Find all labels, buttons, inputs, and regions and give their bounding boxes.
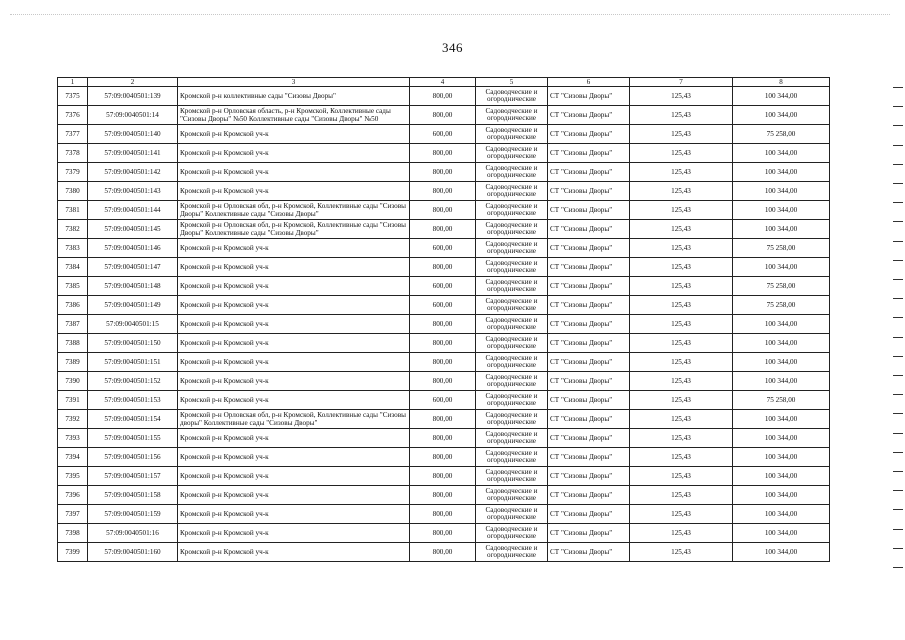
cell-cadastral-number: 57:09:0040501:152 bbox=[88, 372, 178, 391]
cell-cadastral-value: 100 344,00 bbox=[733, 144, 830, 163]
cell-area: 800,00 bbox=[410, 258, 476, 277]
cell-row-number: 7378 bbox=[58, 144, 88, 163]
cell-row-number: 7377 bbox=[58, 125, 88, 144]
cell-address: Кромской р-н Орловская область, р-н Кромской, Коллективные сады "Сизовы Дворы" №50 Коллективные сады "Сизовы Дворы" №50 bbox=[178, 106, 410, 125]
margin-tick bbox=[893, 164, 903, 165]
cell-owner: СТ "Сизовы Дворы" bbox=[548, 239, 630, 258]
cell-address: Кромской р-н Кромской уч-к bbox=[178, 144, 410, 163]
cell-owner: СТ "Сизовы Дворы" bbox=[548, 372, 630, 391]
cell-cadastral-value: 100 344,00 bbox=[733, 524, 830, 543]
cell-cadastral-value: 100 344,00 bbox=[733, 543, 830, 562]
cell-owner: СТ "Сизовы Дворы" bbox=[548, 87, 630, 106]
cell-unit-price: 125,43 bbox=[630, 239, 733, 258]
cell-area: 800,00 bbox=[410, 144, 476, 163]
cell-unit-price: 125,43 bbox=[630, 448, 733, 467]
cell-row-number: 7385 bbox=[58, 277, 88, 296]
cell-area: 600,00 bbox=[410, 296, 476, 315]
cell-address: Кромской р-н Кромской уч-к bbox=[178, 391, 410, 410]
col-header: 8 bbox=[733, 78, 830, 87]
page-number: 346 bbox=[442, 40, 463, 55]
cell-owner: СТ "Сизовы Дворы" bbox=[548, 106, 630, 125]
cell-cadastral-number: 57:09:0040501:155 bbox=[88, 429, 178, 448]
cell-cadastral-value: 100 344,00 bbox=[733, 486, 830, 505]
cell-row-number: 7380 bbox=[58, 182, 88, 201]
cell-owner: СТ "Сизовы Дворы" bbox=[548, 505, 630, 524]
cell-row-number: 7388 bbox=[58, 334, 88, 353]
cell-row-number: 7393 bbox=[58, 429, 88, 448]
cell-unit-price: 125,43 bbox=[630, 163, 733, 182]
cell-cadastral-number: 57:09:0040501:154 bbox=[88, 410, 178, 429]
cell-land-use: Садоводческие и огороднические bbox=[476, 372, 548, 391]
cell-address: Кромской р-н Кромской уч-к bbox=[178, 372, 410, 391]
col-header: 6 bbox=[548, 78, 630, 87]
cell-cadastral-value: 100 344,00 bbox=[733, 467, 830, 486]
cell-address: Кромской р-н Кромской уч-к bbox=[178, 467, 410, 486]
header-row bbox=[58, 78, 830, 87]
cell-area: 800,00 bbox=[410, 505, 476, 524]
cell-unit-price: 125,43 bbox=[630, 524, 733, 543]
cell-land-use: Садоводческие и огороднические bbox=[476, 410, 548, 429]
cell-owner: СТ "Сизовы Дворы" bbox=[548, 410, 630, 429]
margin-tick bbox=[893, 279, 903, 280]
cell-area: 800,00 bbox=[410, 410, 476, 429]
cell-unit-price: 125,43 bbox=[630, 486, 733, 505]
cell-land-use: Садоводческие и огороднические bbox=[476, 163, 548, 182]
cell-area: 800,00 bbox=[410, 486, 476, 505]
cell-cadastral-number: 57:09:0040501:156 bbox=[88, 448, 178, 467]
cell-area: 800,00 bbox=[410, 334, 476, 353]
cell-row-number: 7383 bbox=[58, 239, 88, 258]
margin-tick bbox=[893, 452, 903, 453]
cell-land-use: Садоводческие и огороднические bbox=[476, 467, 548, 486]
cell-land-use: Садоводческие и огороднические bbox=[476, 106, 548, 125]
cell-owner: СТ "Сизовы Дворы" bbox=[548, 296, 630, 315]
cell-unit-price: 125,43 bbox=[630, 391, 733, 410]
margin-tick bbox=[893, 87, 903, 88]
table-row bbox=[58, 410, 830, 429]
cell-cadastral-number: 57:09:0040501:147 bbox=[88, 258, 178, 277]
cell-area: 800,00 bbox=[410, 220, 476, 239]
cell-owner: СТ "Сизовы Дворы" bbox=[548, 201, 630, 220]
cell-row-number: 7379 bbox=[58, 163, 88, 182]
cell-row-number: 7382 bbox=[58, 220, 88, 239]
margin-tick bbox=[893, 375, 903, 376]
cell-owner: СТ "Сизовы Дворы" bbox=[548, 448, 630, 467]
cell-area: 800,00 bbox=[410, 543, 476, 562]
table-row bbox=[58, 106, 830, 125]
table-row bbox=[58, 467, 830, 486]
cell-cadastral-number: 57:09:0040501:141 bbox=[88, 144, 178, 163]
table-body bbox=[58, 87, 830, 562]
table-row bbox=[58, 277, 830, 296]
cell-cadastral-value: 100 344,00 bbox=[733, 429, 830, 448]
scan-edge-artifact bbox=[10, 14, 890, 17]
cell-cadastral-number: 57:09:0040501:159 bbox=[88, 505, 178, 524]
cell-cadastral-value: 75 258,00 bbox=[733, 391, 830, 410]
cell-cadastral-number: 57:09:0040501:149 bbox=[88, 296, 178, 315]
cell-unit-price: 125,43 bbox=[630, 353, 733, 372]
cell-area: 800,00 bbox=[410, 429, 476, 448]
cell-owner: СТ "Сизовы Дворы" bbox=[548, 277, 630, 296]
cell-owner: СТ "Сизовы Дворы" bbox=[548, 163, 630, 182]
cell-address: Кромской р-н Кромской уч-к bbox=[178, 353, 410, 372]
cell-owner: СТ "Сизовы Дворы" bbox=[548, 220, 630, 239]
cell-owner: СТ "Сизовы Дворы" bbox=[548, 391, 630, 410]
cell-row-number: 7386 bbox=[58, 296, 88, 315]
cell-unit-price: 125,43 bbox=[630, 334, 733, 353]
cell-cadastral-value: 75 258,00 bbox=[733, 125, 830, 144]
cell-owner: СТ "Сизовы Дворы" bbox=[548, 353, 630, 372]
col-header: 5 bbox=[476, 78, 548, 87]
cell-row-number: 7390 bbox=[58, 372, 88, 391]
cell-cadastral-number: 57:09:0040501:16 bbox=[88, 524, 178, 543]
table-row bbox=[58, 448, 830, 467]
cell-unit-price: 125,43 bbox=[630, 220, 733, 239]
cell-cadastral-value: 100 344,00 bbox=[733, 258, 830, 277]
cell-cadastral-number: 57:09:0040501:145 bbox=[88, 220, 178, 239]
cell-address: Кромской р-н Кромской уч-к bbox=[178, 524, 410, 543]
cell-unit-price: 125,43 bbox=[630, 543, 733, 562]
cell-area: 800,00 bbox=[410, 163, 476, 182]
cell-address: Кромской р-н Кромской уч-к bbox=[178, 258, 410, 277]
cell-address: Кромской р-н Орловская обл, р-н Кромской, Коллективные сады "Сизовы Дворы" Коллективные сады "Сизовы Дворы" bbox=[178, 201, 410, 220]
table-row bbox=[58, 334, 830, 353]
cell-unit-price: 125,43 bbox=[630, 410, 733, 429]
table-row bbox=[58, 391, 830, 410]
cell-address: Кромской р-н Орловская обл, р-н Кромской, Коллективные сады "Сизовы Дворы" Коллективные сады "Сизовы Дворы" bbox=[178, 220, 410, 239]
table-row bbox=[58, 182, 830, 201]
cell-address: Кромской р-н Кромской уч-к bbox=[178, 334, 410, 353]
cell-cadastral-value: 100 344,00 bbox=[733, 448, 830, 467]
table-row bbox=[58, 220, 830, 239]
cell-row-number: 7399 bbox=[58, 543, 88, 562]
margin-tick bbox=[893, 337, 903, 338]
cell-land-use: Садоводческие и огороднические bbox=[476, 334, 548, 353]
cell-land-use: Садоводческие и огороднические bbox=[476, 505, 548, 524]
cell-land-use: Садоводческие и огороднические bbox=[476, 448, 548, 467]
cell-unit-price: 125,43 bbox=[630, 201, 733, 220]
cell-owner: СТ "Сизовы Дворы" bbox=[548, 543, 630, 562]
cell-row-number: 7387 bbox=[58, 315, 88, 334]
cell-land-use: Садоводческие и огороднические bbox=[476, 144, 548, 163]
table-row bbox=[58, 258, 830, 277]
cell-row-number: 7394 bbox=[58, 448, 88, 467]
cell-land-use: Садоводческие и огороднические bbox=[476, 220, 548, 239]
cell-owner: СТ "Сизовы Дворы" bbox=[548, 182, 630, 201]
cell-unit-price: 125,43 bbox=[630, 277, 733, 296]
cell-row-number: 7395 bbox=[58, 467, 88, 486]
cell-area: 800,00 bbox=[410, 524, 476, 543]
col-header: 2 bbox=[88, 78, 178, 87]
cell-cadastral-number: 57:09:0040501:146 bbox=[88, 239, 178, 258]
cell-cadastral-number: 57:09:0040501:142 bbox=[88, 163, 178, 182]
cell-cadastral-number: 57:09:0040501:158 bbox=[88, 486, 178, 505]
cell-owner: СТ "Сизовы Дворы" bbox=[548, 429, 630, 448]
cell-row-number: 7396 bbox=[58, 486, 88, 505]
cell-cadastral-number: 57:09:0040501:151 bbox=[88, 353, 178, 372]
margin-tick bbox=[893, 221, 903, 222]
cell-cadastral-value: 100 344,00 bbox=[733, 505, 830, 524]
cell-row-number: 7398 bbox=[58, 524, 88, 543]
cell-unit-price: 125,43 bbox=[630, 429, 733, 448]
cell-cadastral-value: 75 258,00 bbox=[733, 277, 830, 296]
cell-cadastral-number: 57:09:0040501:157 bbox=[88, 467, 178, 486]
cell-unit-price: 125,43 bbox=[630, 258, 733, 277]
cell-cadastral-value: 100 344,00 bbox=[733, 106, 830, 125]
cell-area: 600,00 bbox=[410, 391, 476, 410]
cell-row-number: 7375 bbox=[58, 87, 88, 106]
table-row bbox=[58, 353, 830, 372]
cell-row-number: 7381 bbox=[58, 201, 88, 220]
cell-address: Кромской р-н Кромской уч-к bbox=[178, 182, 410, 201]
cell-row-number: 7397 bbox=[58, 505, 88, 524]
cell-land-use: Садоводческие и огороднические bbox=[476, 277, 548, 296]
col-header: 3 bbox=[178, 78, 410, 87]
cell-land-use: Садоводческие и огороднические bbox=[476, 258, 548, 277]
right-margin-marks bbox=[893, 77, 905, 597]
cell-area: 800,00 bbox=[410, 87, 476, 106]
margin-tick bbox=[893, 317, 903, 318]
cell-cadastral-value: 75 258,00 bbox=[733, 239, 830, 258]
table-row bbox=[58, 505, 830, 524]
cell-land-use: Садоводческие и огороднические bbox=[476, 391, 548, 410]
col-header: 4 bbox=[410, 78, 476, 87]
cell-owner: СТ "Сизовы Дворы" bbox=[548, 486, 630, 505]
cell-unit-price: 125,43 bbox=[630, 106, 733, 125]
cell-area: 800,00 bbox=[410, 106, 476, 125]
table-row bbox=[58, 239, 830, 258]
col-header: 7 bbox=[630, 78, 733, 87]
cell-unit-price: 125,43 bbox=[630, 87, 733, 106]
cell-area: 800,00 bbox=[410, 201, 476, 220]
cell-unit-price: 125,43 bbox=[630, 315, 733, 334]
cell-owner: СТ "Сизовы Дворы" bbox=[548, 467, 630, 486]
margin-tick bbox=[893, 394, 903, 395]
cell-owner: СТ "Сизовы Дворы" bbox=[548, 125, 630, 144]
cell-owner: СТ "Сизовы Дворы" bbox=[548, 144, 630, 163]
margin-tick bbox=[893, 145, 903, 146]
margin-tick bbox=[893, 106, 903, 107]
margin-tick bbox=[893, 413, 903, 414]
cell-cadastral-value: 100 344,00 bbox=[733, 372, 830, 391]
margin-tick bbox=[893, 433, 903, 434]
cell-unit-price: 125,43 bbox=[630, 125, 733, 144]
table-row bbox=[58, 429, 830, 448]
cell-land-use: Садоводческие и огороднические bbox=[476, 87, 548, 106]
table-row bbox=[58, 372, 830, 391]
cell-row-number: 7392 bbox=[58, 410, 88, 429]
cell-row-number: 7391 bbox=[58, 391, 88, 410]
cell-address: Кромской р-н Орловская обл, р-н Кромской, Коллективные сады "Сизовы дворы" Коллективные сады "Сизовы Дворы" bbox=[178, 410, 410, 429]
cell-area: 800,00 bbox=[410, 448, 476, 467]
margin-tick bbox=[893, 471, 903, 472]
cell-owner: СТ "Сизовы Дворы" bbox=[548, 334, 630, 353]
cell-address: Кромской р-н Кромской уч-к bbox=[178, 296, 410, 315]
cell-land-use: Садоводческие и огороднические bbox=[476, 543, 548, 562]
cell-address: Кромской р-н Кромской уч-к bbox=[178, 239, 410, 258]
cell-address: Кромской р-н Кромской уч-к bbox=[178, 486, 410, 505]
cell-area: 800,00 bbox=[410, 372, 476, 391]
table-row bbox=[58, 201, 830, 220]
cell-cadastral-value: 100 344,00 bbox=[733, 353, 830, 372]
cell-land-use: Садоводческие и огороднические bbox=[476, 315, 548, 334]
cell-unit-price: 125,43 bbox=[630, 182, 733, 201]
cell-owner: СТ "Сизовы Дворы" bbox=[548, 524, 630, 543]
cell-owner: СТ "Сизовы Дворы" bbox=[548, 258, 630, 277]
cell-unit-price: 125,43 bbox=[630, 144, 733, 163]
land-registry-table bbox=[57, 77, 830, 562]
cell-address: Кромской р-н Кромской уч-к bbox=[178, 125, 410, 144]
cell-cadastral-number: 57:09:0040501:14 bbox=[88, 106, 178, 125]
cell-cadastral-number: 57:09:0040501:140 bbox=[88, 125, 178, 144]
margin-tick bbox=[893, 567, 903, 568]
cell-land-use: Садоводческие и огороднические bbox=[476, 125, 548, 144]
cell-unit-price: 125,43 bbox=[630, 372, 733, 391]
col-header: 1 bbox=[58, 78, 88, 87]
table-row bbox=[58, 125, 830, 144]
margin-tick bbox=[893, 260, 903, 261]
cell-cadastral-value: 100 344,00 bbox=[733, 201, 830, 220]
table-row bbox=[58, 87, 830, 106]
cell-cadastral-value: 100 344,00 bbox=[733, 163, 830, 182]
cell-area: 800,00 bbox=[410, 353, 476, 372]
cell-land-use: Садоводческие и огороднические bbox=[476, 296, 548, 315]
cell-unit-price: 125,43 bbox=[630, 505, 733, 524]
cell-land-use: Садоводческие и огороднические bbox=[476, 201, 548, 220]
cell-land-use: Садоводческие и огороднические bbox=[476, 353, 548, 372]
table-row bbox=[58, 543, 830, 562]
cell-address: Кромской р-н Кромской уч-к bbox=[178, 277, 410, 296]
cell-cadastral-value: 75 258,00 bbox=[733, 296, 830, 315]
cell-cadastral-number: 57:09:0040501:153 bbox=[88, 391, 178, 410]
cell-row-number: 7376 bbox=[58, 106, 88, 125]
margin-tick bbox=[893, 241, 903, 242]
cell-address: Кромской р-н Кромской уч-к bbox=[178, 505, 410, 524]
margin-tick bbox=[893, 298, 903, 299]
cell-unit-price: 125,43 bbox=[630, 296, 733, 315]
cell-land-use: Садоводческие и огороднические bbox=[476, 429, 548, 448]
table-row bbox=[58, 296, 830, 315]
table-row bbox=[58, 524, 830, 543]
table-row bbox=[58, 486, 830, 505]
cell-land-use: Садоводческие и огороднические bbox=[476, 524, 548, 543]
cell-cadastral-value: 100 344,00 bbox=[733, 220, 830, 239]
cell-cadastral-number: 57:09:0040501:160 bbox=[88, 543, 178, 562]
cell-area: 800,00 bbox=[410, 182, 476, 201]
cell-cadastral-value: 100 344,00 bbox=[733, 87, 830, 106]
cell-cadastral-value: 100 344,00 bbox=[733, 315, 830, 334]
cell-cadastral-value: 100 344,00 bbox=[733, 182, 830, 201]
cell-cadastral-number: 57:09:0040501:15 bbox=[88, 315, 178, 334]
cell-address: Кромской р-н Кромской уч-к bbox=[178, 448, 410, 467]
cell-cadastral-value: 100 344,00 bbox=[733, 410, 830, 429]
margin-tick bbox=[893, 202, 903, 203]
cell-cadastral-number: 57:09:0040501:144 bbox=[88, 201, 178, 220]
cell-address: Кромской р-н Кромской уч-к bbox=[178, 315, 410, 334]
cell-row-number: 7384 bbox=[58, 258, 88, 277]
margin-tick bbox=[893, 356, 903, 357]
cell-owner: СТ "Сизовы Дворы" bbox=[548, 315, 630, 334]
cell-area: 800,00 bbox=[410, 315, 476, 334]
cell-cadastral-number: 57:09:0040501:148 bbox=[88, 277, 178, 296]
cell-area: 600,00 bbox=[410, 239, 476, 258]
cell-cadastral-number: 57:09:0040501:150 bbox=[88, 334, 178, 353]
cell-address: Кромской р-н Кромской уч-к bbox=[178, 163, 410, 182]
margin-tick bbox=[893, 183, 903, 184]
cell-land-use: Садоводческие и огороднические bbox=[476, 182, 548, 201]
cell-cadastral-value: 100 344,00 bbox=[733, 334, 830, 353]
cell-row-number: 7389 bbox=[58, 353, 88, 372]
table-row bbox=[58, 315, 830, 334]
cell-address: Кромской р-н Кромской уч-к bbox=[178, 543, 410, 562]
cell-unit-price: 125,43 bbox=[630, 467, 733, 486]
table-row bbox=[58, 144, 830, 163]
cell-land-use: Садоводческие и огороднические bbox=[476, 486, 548, 505]
cell-address: Кромской р-н Кромской уч-к bbox=[178, 429, 410, 448]
cell-cadastral-number: 57:09:0040501:139 bbox=[88, 87, 178, 106]
cell-area: 600,00 bbox=[410, 277, 476, 296]
table-row bbox=[58, 163, 830, 182]
margin-tick bbox=[893, 125, 903, 126]
margin-tick bbox=[893, 529, 903, 530]
cell-land-use: Садоводческие и огороднические bbox=[476, 239, 548, 258]
margin-tick bbox=[893, 509, 903, 510]
cell-address: Кромской р-н коллективные сады "Сизовы Дворы" bbox=[178, 87, 410, 106]
cell-area: 800,00 bbox=[410, 467, 476, 486]
margin-tick bbox=[893, 490, 903, 491]
cell-cadastral-number: 57:09:0040501:143 bbox=[88, 182, 178, 201]
cell-area: 600,00 bbox=[410, 125, 476, 144]
margin-tick bbox=[893, 548, 903, 549]
